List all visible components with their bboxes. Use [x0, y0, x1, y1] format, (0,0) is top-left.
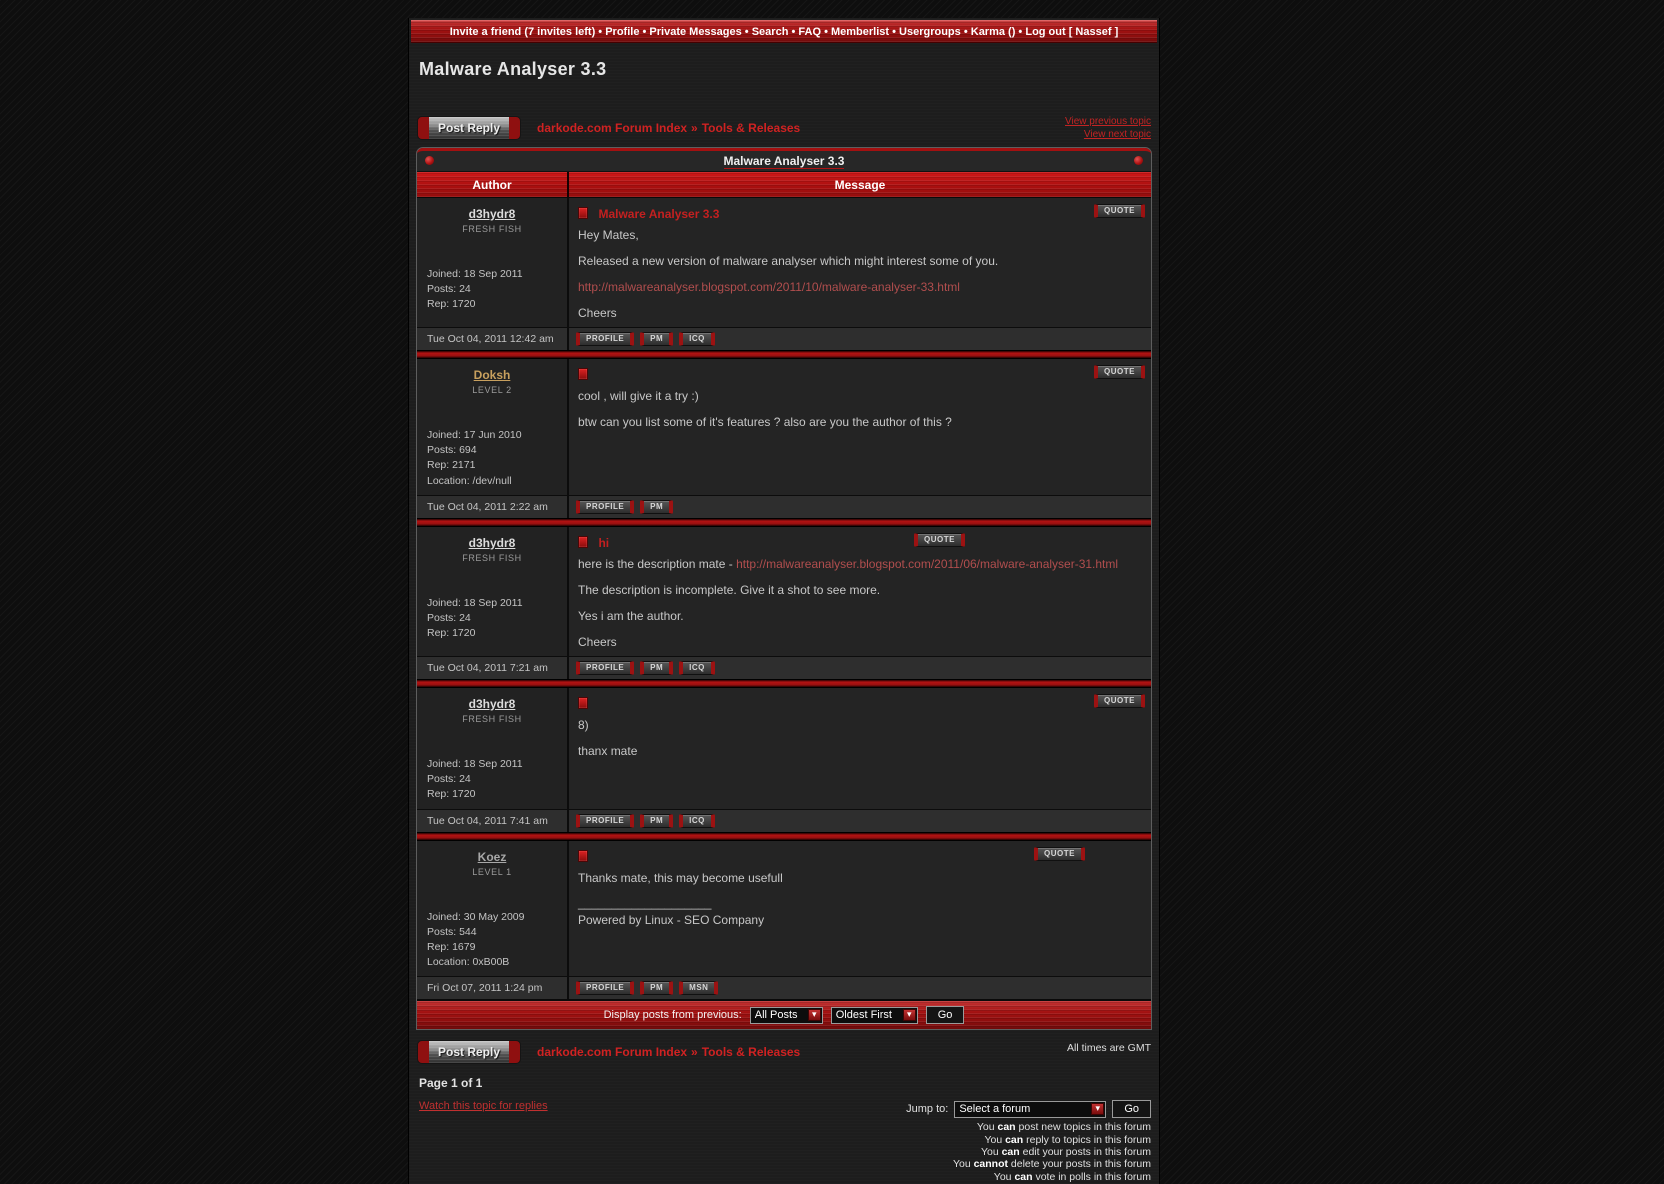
post-date: Tue Oct 04, 2011 7:21 am: [417, 657, 569, 679]
quote-button[interactable]: QUOTE: [1094, 365, 1145, 379]
user-rank: FRESH FISH: [462, 224, 522, 234]
post: [417, 359, 1151, 518]
profile-button[interactable]: PROFILE: [576, 332, 634, 346]
post-paragraph: Thanks mate, this may become usefull: [578, 870, 783, 885]
post-paragraph: cool , will give it a try :): [578, 389, 699, 403]
table-header: [417, 171, 1151, 198]
nav-item-karma[interactable]: • Karma (): [961, 26, 1016, 38]
user-rank: LEVEL 2: [472, 385, 512, 395]
posts-filter-select-wrap: [750, 1007, 823, 1024]
display-go-button[interactable]: Go: [926, 1006, 965, 1024]
post-icon: [578, 850, 588, 862]
footer-right-column: [906, 1100, 1151, 1183]
post-reply-button[interactable]: Post Reply: [417, 1040, 521, 1064]
nav-item-private-messages[interactable]: • Private Messages: [639, 26, 741, 38]
post-separator: [417, 832, 1151, 841]
user-stats: [427, 757, 557, 803]
post-body: [578, 718, 1142, 758]
topic-table: [416, 147, 1152, 1030]
post-body: [578, 389, 1142, 429]
stat-joined: Joined: 18 Sep 2011: [427, 757, 523, 770]
forum-permissions: [906, 1122, 1151, 1183]
message-cell: [569, 359, 1151, 495]
subject-row: [578, 534, 1142, 552]
stat-joined: Joined: 18 Sep 2011: [427, 268, 523, 280]
post-paragraph: The description is incomplete. Give it a shot to see more.: [578, 582, 881, 597]
author-cell: [417, 841, 569, 977]
user-stats: [427, 267, 557, 313]
jump-go-button[interactable]: Go: [1112, 1100, 1151, 1118]
stat-rep: Rep: 1720: [427, 627, 476, 640]
breadcrumb: [537, 116, 800, 135]
breadcrumb-tools-releases-link[interactable]: Tools & Releases: [701, 121, 801, 135]
jump-to-select[interactable]: [954, 1101, 1106, 1118]
post-row: [417, 527, 1151, 656]
breadcrumb-forum-index-link[interactable]: darkode.com Forum Index: [537, 1045, 688, 1060]
stat-joined: Joined: 18 Sep 2011: [427, 596, 523, 609]
pm-button[interactable]: PM: [640, 332, 673, 346]
column-header-author: Author: [417, 172, 569, 197]
stat-rep: Rep: 1720: [427, 298, 476, 311]
breadcrumb-forum-index-link[interactable]: darkode.com Forum Index: [537, 121, 688, 135]
post-text: here is the description mate -: [578, 556, 737, 571]
red-dot-icon: [425, 156, 434, 165]
post: [417, 527, 1151, 679]
red-dot-icon: [1134, 156, 1143, 165]
nav-item-faq[interactable]: • FAQ: [788, 26, 821, 38]
post-date: Fri Oct 07, 2011 1:24 pm: [417, 977, 569, 999]
post-buttons: [569, 810, 1151, 832]
username-link[interactable]: d3hydr8: [468, 535, 516, 550]
toolbar-bottom: [417, 1040, 1151, 1064]
post: [417, 841, 1151, 1000]
post-paragraph: Released a new version of malware analyser which might interest some of you.: [578, 254, 999, 268]
breadcrumb-tools-releases-link[interactable]: Tools & Releases: [701, 1045, 801, 1060]
username-link[interactable]: Doksh: [473, 368, 511, 382]
subject-row: [578, 695, 1142, 713]
post-row: [417, 198, 1151, 327]
stat-posts: Posts: 694: [427, 444, 477, 457]
post-paragraph: Cheers: [578, 306, 617, 320]
timezone-note: All times are GMT: [1066, 1042, 1151, 1055]
post-icon: [578, 536, 588, 548]
user-stats: [427, 910, 557, 971]
nav-item-invite-a-friend[interactable]: Invite a friend (7 invites left): [449, 25, 596, 38]
post-buttons: [569, 657, 1151, 679]
post: [417, 688, 1151, 832]
signature: [578, 895, 1142, 927]
post-separator: [417, 679, 1151, 688]
post-body: [578, 557, 1142, 649]
profile-button[interactable]: PROFILE: [576, 500, 634, 514]
footer-row: [419, 1100, 1151, 1183]
stat-joined: Joined: 30 May 2009: [427, 910, 525, 923]
post-body: [578, 228, 1142, 320]
message-cell: [569, 841, 1151, 977]
quote-button[interactable]: QUOTE: [1094, 694, 1145, 708]
author-cell: [417, 198, 569, 327]
nav-item-profile[interactable]: • Profile: [595, 26, 639, 38]
topic-title-bar: [417, 148, 1151, 171]
post-separator: [417, 350, 1151, 359]
nav-item-logout[interactable]: • Log out [ Nassef ]: [1015, 26, 1118, 38]
post-paragraph: [578, 557, 1142, 571]
breadcrumb: [537, 1040, 800, 1059]
jump-to-label: Jump to:: [906, 1103, 949, 1116]
post-date-row: [417, 809, 1151, 832]
forum-page: [408, 18, 1160, 1184]
profile-button[interactable]: PROFILE: [576, 814, 634, 828]
post-subject-link[interactable]: Malware Analyser 3.3: [598, 207, 720, 221]
quote-button[interactable]: QUOTE: [914, 533, 965, 547]
signature-text: Powered by Linux - SEO Company: [578, 912, 765, 927]
top-nav: [411, 20, 1157, 43]
posts-order-select-wrap: [831, 1007, 918, 1024]
nav-item-search[interactable]: • Search: [742, 26, 789, 38]
post-paragraph: 8): [578, 717, 589, 732]
stat-posts: Posts: 24: [427, 773, 471, 786]
author-cell: [417, 527, 569, 656]
stat-location: Location: 0xB00B: [427, 956, 510, 969]
author-cell: [417, 688, 569, 809]
post-buttons: [569, 496, 1151, 518]
post-paragraph: btw can you list some of it's features ? also are you the author of this ?: [578, 415, 952, 429]
jump-to-select-wrap: [954, 1101, 1106, 1118]
watch-topic-link[interactable]: Watch this topic for replies: [419, 1100, 548, 1113]
posts-order-select[interactable]: [831, 1007, 918, 1024]
message-cell: [569, 527, 1151, 656]
post-date: Tue Oct 04, 2011 7:41 am: [417, 810, 569, 832]
profile-button[interactable]: PROFILE: [576, 981, 634, 995]
icq-button[interactable]: ICQ: [679, 332, 715, 346]
post-date-row: [417, 327, 1151, 350]
pm-button[interactable]: PM: [640, 814, 673, 828]
stat-location: Location: /dev/null: [427, 474, 512, 487]
post-date-row: [417, 495, 1151, 518]
page-indicator: Page 1 of 1: [419, 1076, 483, 1091]
profile-button[interactable]: PROFILE: [576, 661, 634, 675]
permission-line: You can vote in polls in this forum: [993, 1170, 1151, 1183]
post-date: Tue Oct 04, 2011 2:22 am: [417, 496, 569, 518]
post-paragraph: Hey Mates,: [578, 228, 639, 242]
post-paragraph: thanx mate: [578, 743, 638, 758]
signature-divider: ____________________: [578, 895, 712, 910]
pm-button[interactable]: PM: [640, 981, 673, 995]
user-stats: [427, 596, 557, 642]
quote-button[interactable]: QUOTE: [1094, 204, 1145, 218]
username-link[interactable]: d3hydr8: [468, 696, 516, 711]
permission-line: You can post new topics in this forum: [976, 1121, 1151, 1134]
post-row: [417, 359, 1151, 495]
toolbar-top: [417, 116, 1151, 141]
post-body-link[interactable]: http://malwareanalyser.blogspot.com/2011/10/malware-analyser-33.html: [578, 280, 960, 294]
pm-button[interactable]: PM: [640, 661, 673, 675]
post-separator: [417, 518, 1151, 527]
stat-posts: Posts: 544: [427, 925, 477, 938]
post-icon: [578, 697, 588, 709]
column-header-message: Message: [834, 177, 886, 192]
permission-line: You can edit your posts in this forum: [980, 1146, 1151, 1159]
page-title: Malware Analyser 3.3: [419, 59, 607, 79]
post-subject-link[interactable]: hi: [598, 535, 610, 550]
view-next-topic-link[interactable]: View next topic: [1083, 128, 1151, 140]
quote-button[interactable]: QUOTE: [1034, 847, 1085, 861]
user-rank: FRESH FISH: [462, 713, 522, 724]
stat-posts: Posts: 24: [427, 612, 471, 625]
username-link[interactable]: Koez: [477, 849, 507, 864]
nav-item-usergroups[interactable]: • Usergroups: [889, 26, 961, 38]
post-buttons: [569, 328, 1151, 350]
user-rank: LEVEL 1: [472, 866, 512, 877]
post-date-row: [417, 656, 1151, 679]
icq-button[interactable]: ICQ: [679, 814, 715, 828]
post-row: [417, 841, 1151, 977]
msn-button[interactable]: MSN: [679, 981, 718, 995]
post-icon: [578, 207, 588, 219]
stat-posts: Posts: 24: [427, 283, 471, 296]
pm-button[interactable]: PM: [640, 500, 673, 514]
jump-to-row: [906, 1100, 1151, 1118]
icq-button[interactable]: ICQ: [679, 661, 715, 675]
post-date-row: [417, 976, 1151, 999]
user-stats: [427, 428, 557, 489]
display-posts-label: Display posts from previous:: [603, 1009, 742, 1022]
posts-filter-select[interactable]: [750, 1007, 823, 1024]
stat-rep: Rep: 1720: [427, 788, 476, 801]
user-rank: FRESH FISH: [462, 552, 522, 563]
breadcrumb-separator: »: [691, 121, 698, 135]
stat-joined: Joined: 17 Jun 2010: [427, 429, 522, 441]
permission-line: You can reply to topics in this forum: [984, 1133, 1151, 1146]
topic-title-link[interactable]: Malware Analyser 3.3: [723, 153, 845, 168]
display-posts-bar: [417, 999, 1151, 1029]
post-row: [417, 688, 1151, 809]
post-paragraph: Yes i am the author.: [578, 608, 684, 623]
username-link[interactable]: d3hydr8: [468, 207, 516, 221]
nav-item-memberlist[interactable]: • Memberlist: [821, 26, 889, 38]
author-cell: [417, 359, 569, 495]
post-body: [578, 871, 1142, 927]
stat-rep: Rep: 1679: [427, 940, 476, 953]
subject-row: [578, 366, 1142, 384]
post-body-link[interactable]: http://malwareanalyser.blogspot.com/2011/06/malware-analyser-31.html: [736, 556, 1119, 571]
post-date: Tue Oct 04, 2011 12:42 am: [417, 328, 569, 350]
breadcrumb-separator: »: [691, 1045, 698, 1060]
topic-nav-links: [1065, 116, 1151, 141]
post-icon: [578, 368, 588, 380]
stat-rep: Rep: 2171: [427, 459, 476, 472]
message-cell: [569, 198, 1151, 327]
subject-row: [578, 205, 1142, 223]
permission-line: You cannot delete your posts in this forum: [952, 1158, 1151, 1171]
post-paragraph: Cheers: [578, 634, 617, 649]
view-previous-topic-link[interactable]: View previous topic: [1065, 116, 1151, 127]
post-reply-button[interactable]: Post Reply: [417, 116, 521, 140]
post: [417, 198, 1151, 350]
post-buttons: [569, 977, 1151, 999]
message-cell: [569, 688, 1151, 809]
